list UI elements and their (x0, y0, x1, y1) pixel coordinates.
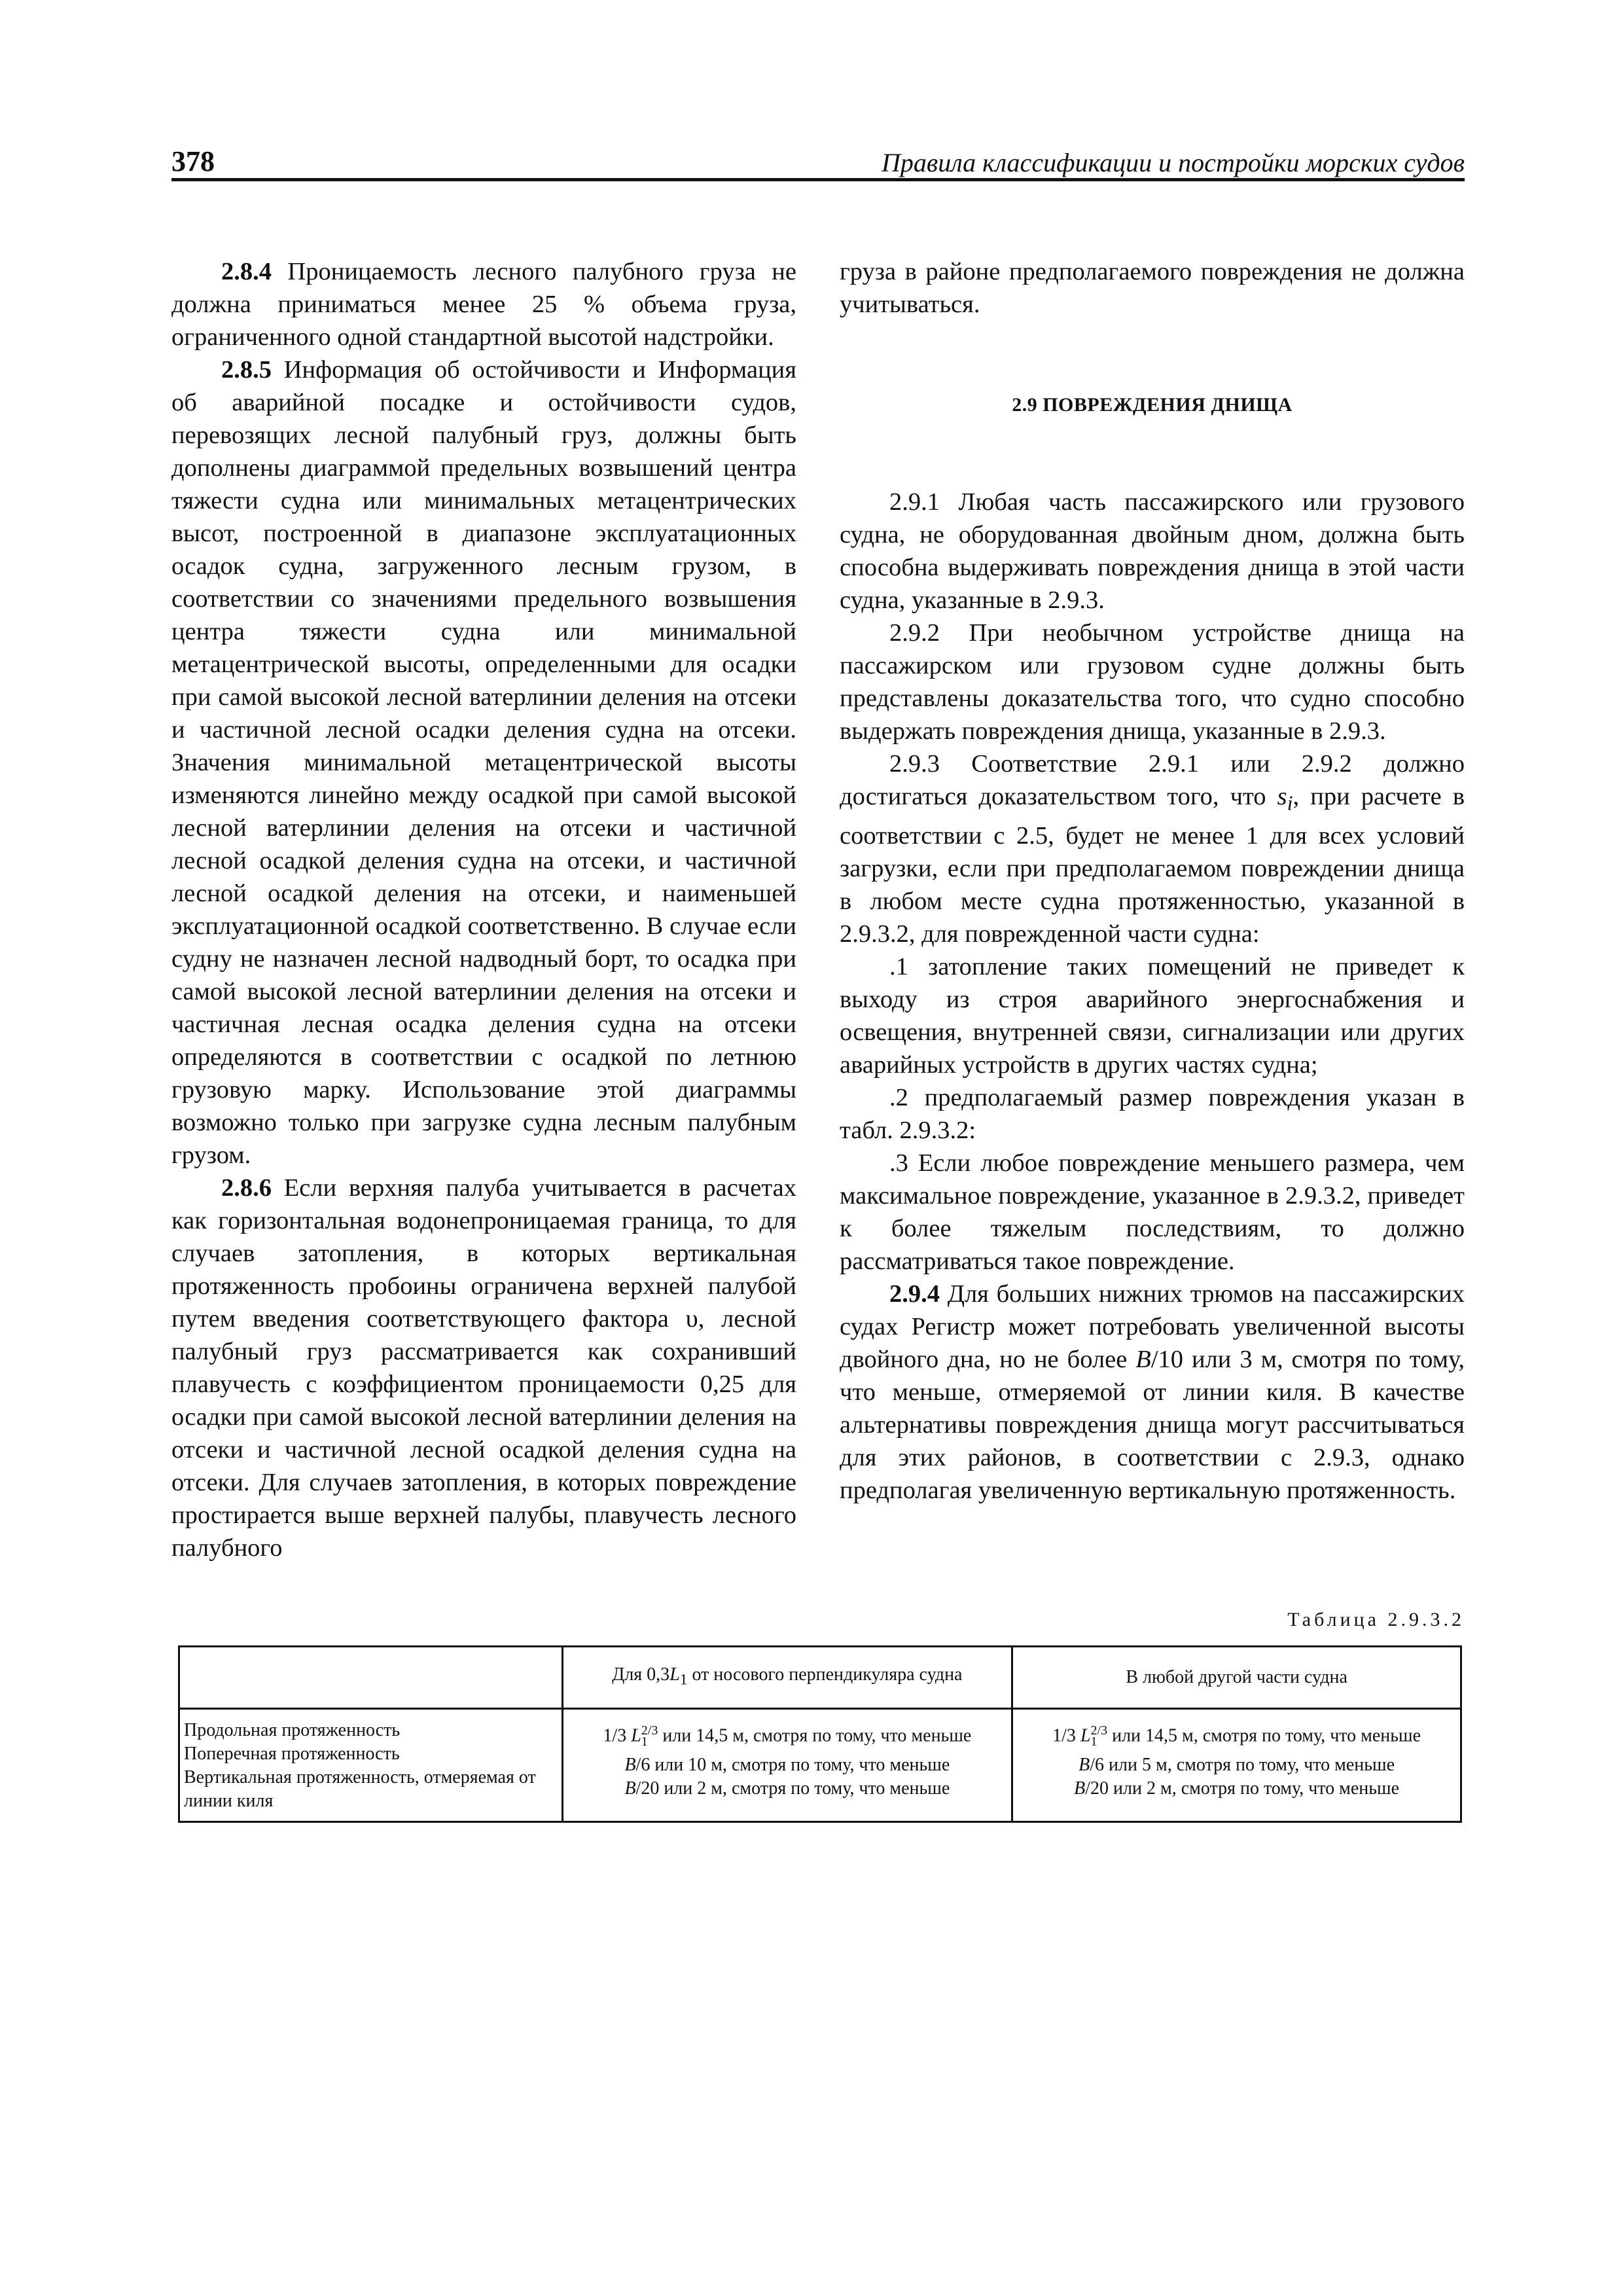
running-title: Правила классификации и постройки морских судов (881, 148, 1465, 177)
paragraph-text: /10 или 3 м, смотря по тому, что меньше, отмеряемой от линии киля. В качестве альтернативы повреждения днища могут рассчитываться для этих районов, в соответствии с 2.9.3, однако предполагая увеличенную вертикальную протяженность. (840, 1345, 1465, 1504)
math-subscript: 1 (679, 1671, 688, 1689)
paragraph-number: 2.8.5 (221, 356, 272, 384)
math-subscript: 1 (641, 1734, 648, 1749)
math-variable: B (1074, 1778, 1086, 1799)
paragraph-2-9-4 (840, 1278, 1465, 1507)
other-transverse-value (1017, 1753, 1456, 1777)
row-labels-cell (179, 1709, 563, 1822)
math-variable: L (631, 1725, 641, 1746)
paragraph-number: 2.8.4 (221, 258, 272, 285)
header-text: Для 0,3 (612, 1664, 670, 1685)
paragraph-number: 2.9.4 (889, 1280, 940, 1308)
list-item-text: затопление таких помещений не приведет к выходу из строя аварийного энергоснабжения и освещения, внутренней связи, сигнализации или других аварийных устройств в других частях судна; (840, 952, 1465, 1079)
paragraph-2-9-3 (840, 747, 1465, 950)
math-variable: L (1080, 1725, 1091, 1746)
row-label-longitudinal: Продольная протяженность (184, 1720, 401, 1740)
right-column (840, 255, 1465, 1507)
left-column (171, 255, 796, 1564)
math-superscript: 2/3 (641, 1723, 658, 1738)
bow-values-cell (562, 1709, 1012, 1822)
damage-extent-table (178, 1645, 1462, 1823)
paragraph-text: Информация об остойчивости и Информация об аварийной посадке и остойчивости судов, перевозящих лесной палубный груз, должны быть дополнены диаграммой предельных возвышений центра тяжести судна или минимальных метацентрических высот, построенной в диапазоне эксплуатационных осадок судна, загруженного лесным грузом, в соответствии со значениями предельного возвышения центра тяжести судна или минимальной метацентрической высоты, определенными для осадки при самой высокой лесной ватерлинии деления на отсеки и частичной лесной осадки деления судна на отсеки. Значения минимальной метацентрической высоты изменяются линейно между осадкой при самой высокой лесной ватерлинии деления на отсеки и частичной лесной осадкой деления судна на отсеки, и частичной лесной осадкой деления на отсеки, и наименьшей эксплуатационной осадкой соответственно. В случае если судну не назначен лесной надводный борт, то осадка при самой высокой лесной ватерлинии деления на отсеки и частичная лесная осадка деления судна на отсеки определяются в соответствии с осадкой по летнюю грузовую марку. Использование этой диаграммы возможно только при загрузке судна лесным палубным грузом. (171, 356, 796, 1169)
paragraph-text: , при расчете в соответствии с 2.5, будет не менее 1 для всех условий загрузки, если при предполагаемом повреждении днища в любом месте судна протяженностью, указанной в 2.9.3.2, для поврежденной части судна: (840, 783, 1465, 948)
table-caption: Таблица 2.9.3.2 (1287, 1609, 1465, 1630)
paragraph-text: Если верхняя палуба учитывается в расчетах как горизонтальная водонепроницаемая граница, то для случаев затопления, в которых вертикальная протяженность пробоины ограничена верхней палубой путем введения соответствующего фактора υ, лесной палубный груз рассматривается как сохранивший плавучесть с коэффициентом проницаемости 0,25 для осадки при самой высокой лесной ватерлинии деления на отсеки и частичной лесной осадкой деления судна на отсеки. Для случаев затопления, в которых повреждение простирается выше верхней палубы, плавучесть лесного палубного (171, 1174, 796, 1562)
math-variable: L (669, 1664, 680, 1685)
other-longitudinal-value (1017, 1719, 1456, 1753)
paragraph-text: Для больших нижних трюмов на пассажирских судах Регистр может потребовать увеличенной высоты двойного дна, но не более (840, 1280, 1465, 1373)
table-row (179, 1709, 1461, 1822)
value-text: /6 или 10 м, смотря по тому, что меньше (635, 1754, 950, 1775)
list-item-number: .2 (889, 1083, 908, 1111)
math-variable: B (1135, 1345, 1151, 1373)
bow-transverse-value (567, 1753, 1008, 1777)
paragraph-2-8-4 (171, 255, 796, 353)
paragraph-text: Соответствие 2.9.1 или 2.9.2 должно достигаться доказательством того, что (840, 750, 1465, 810)
math-variable: B (1079, 1754, 1090, 1775)
math-superscript: 2/3 (1090, 1723, 1108, 1738)
paragraph-text: При необычном устройстве днища на пассажирском или грузовом судне должны быть представлены доказательства того, что судно способно выдержать повреждения днища, указанные в 2.9.3. (840, 619, 1465, 745)
paragraph-text: Проницаемость лесного палубного груза не должна приниматься менее 25 % объема груза, ограниченного одной стандартной высотой надстройки. (171, 258, 796, 351)
paragraph-text: Любая часть пассажирского или грузового судна, не оборудованная двойным дном, должна быть способна выдерживать повреждения днища в этой части судна, указанные в 2.9.3. (840, 488, 1465, 614)
page-number: 378 (171, 145, 215, 177)
value-text: /20 или 2 м, смотря по тому, что меньше (1085, 1778, 1400, 1799)
math-variable: B (624, 1778, 636, 1799)
value-text: или 14,5 м, смотря по тому, что меньше (1107, 1725, 1421, 1746)
other-vertical-value (1017, 1777, 1456, 1801)
table-header-empty (179, 1647, 563, 1709)
paragraph-2-8-6 (171, 1172, 796, 1564)
value-text: /20 или 2 м, смотря по тому, что меньше (635, 1778, 950, 1799)
paragraph-2-9-1 (840, 486, 1465, 617)
paragraph-number: 2.9.3 (889, 750, 940, 778)
paragraph-2-8-5 (171, 353, 796, 1172)
bow-vertical-value (567, 1777, 1008, 1801)
paragraph-2-9-2 (840, 617, 1465, 747)
list-item-2 (840, 1081, 1465, 1147)
page-header (171, 147, 1465, 178)
continuation-paragraph: груза в районе предполагаемого повреждения не должна учитываться. (840, 258, 1465, 318)
header-rule (171, 178, 1465, 181)
list-item-number: .3 (889, 1149, 908, 1177)
row-label-transverse: Поперечная протяженность (184, 1744, 400, 1764)
paragraph-number: 2.9.2 (889, 619, 940, 647)
list-item-3 (840, 1147, 1465, 1278)
list-item-text: Если любое повреждение меньшего размера, чем максимальное повреждение, указанное в 2.9.3.2, приведет к более тяжелым последствиям, то должно рассматриваться такое повреждение. (840, 1149, 1465, 1275)
value-text: или 14,5 м, смотря по тому, что меньше (658, 1725, 972, 1746)
paragraph-number: 2.9.1 (889, 488, 940, 516)
header-text: от носового перпендикуляра судна (687, 1664, 963, 1685)
row-label-vertical: Вертикальная протяженность, отмеряемая от линии киля (184, 1767, 536, 1811)
value-text: /6 или 5 м, смотря по тому, что меньше (1090, 1754, 1395, 1775)
bow-longitudinal-value (567, 1719, 1008, 1753)
list-item-1 (840, 950, 1465, 1081)
other-values-cell (1012, 1709, 1461, 1822)
value-text: 1/3 (603, 1725, 632, 1746)
list-item-text: предполагаемый размер повреждения указан в табл. 2.9.3.2: (840, 1083, 1465, 1144)
table-header-other: В любой другой части судна (1012, 1647, 1461, 1709)
value-text: 1/3 (1052, 1725, 1080, 1746)
table-header-bow (562, 1647, 1012, 1709)
math-variable: B (624, 1754, 636, 1775)
section-heading: 2.9 ПОВРЕЖДЕНИЯ ДНИЩА (1012, 394, 1293, 416)
list-item-number: .1 (889, 952, 908, 980)
math-subscript: 1 (1090, 1734, 1097, 1749)
math-variable: s (1277, 783, 1287, 810)
math-subscript: i (1287, 791, 1293, 815)
paragraph-number: 2.8.6 (221, 1174, 272, 1202)
table-header-row (179, 1647, 1461, 1709)
